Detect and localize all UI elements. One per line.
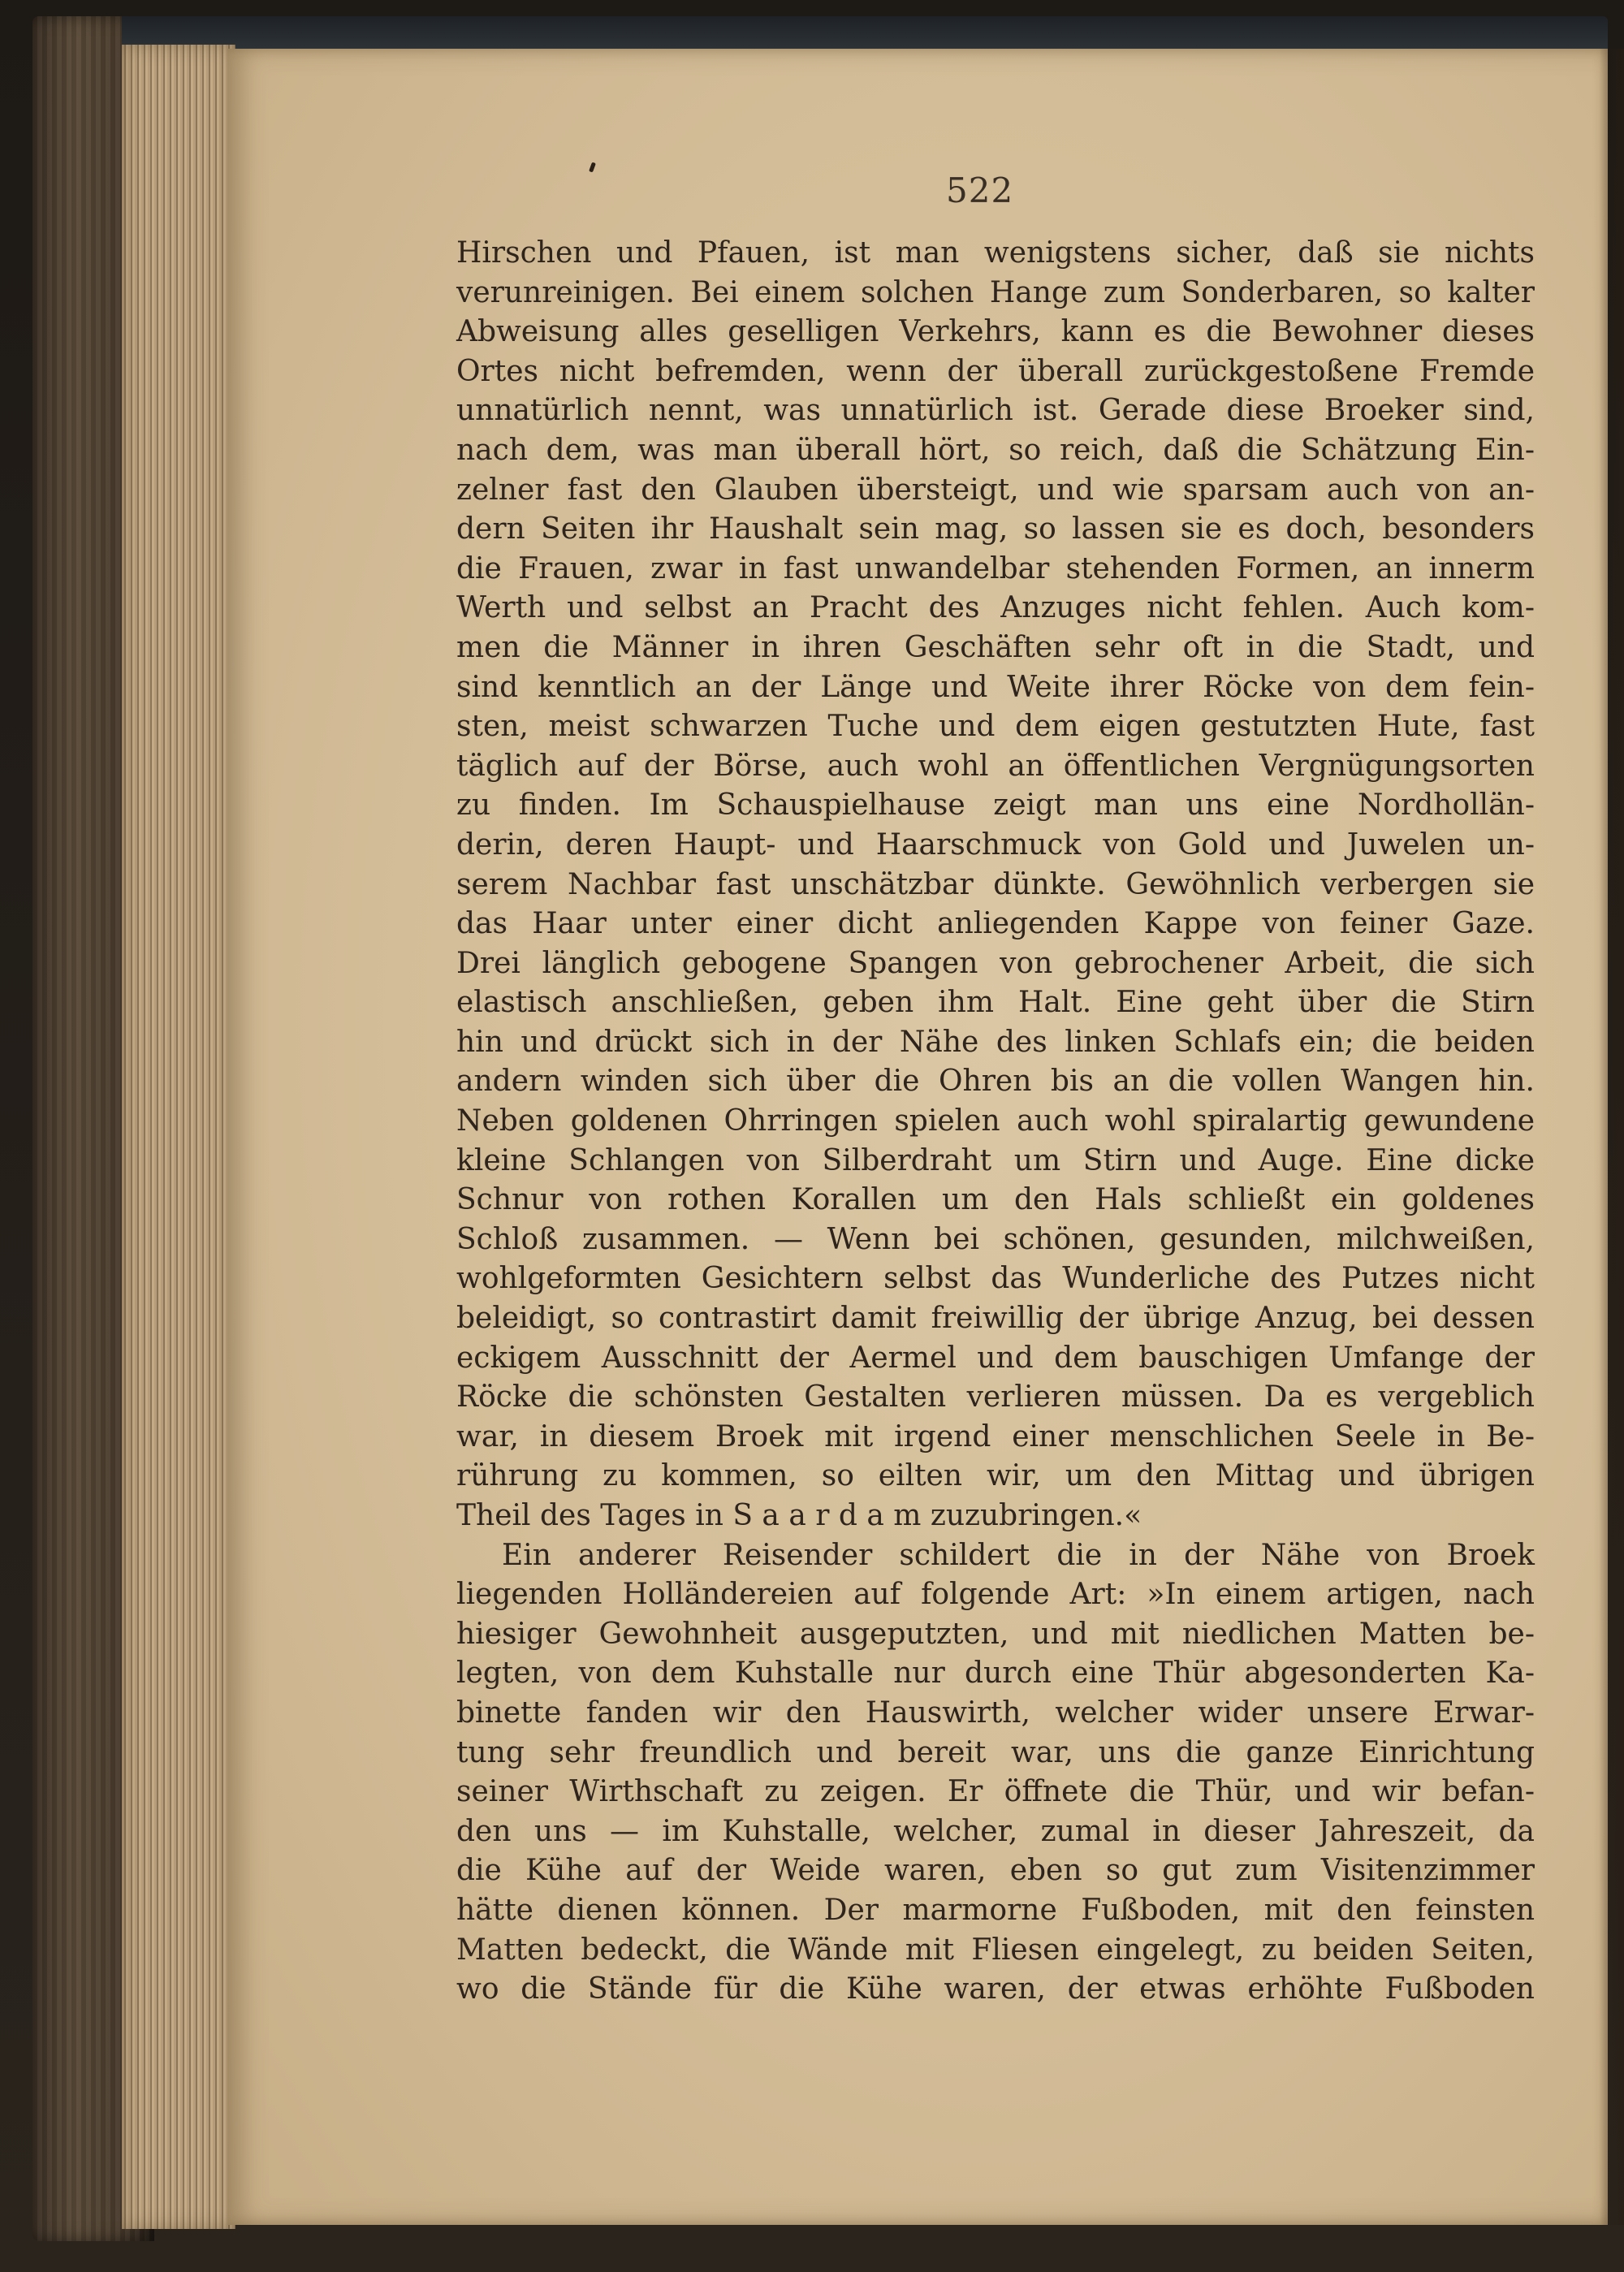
paragraph-start-line: Ein anderer Reisender schildert die in der Nähe von Broek xyxy=(502,1538,1535,1572)
text-line: legten, von dem Kuhstalle nur durch eine Thür abgesonderten Ka- xyxy=(456,1656,1535,1691)
text-line: verunreinigen. Bei einem solchen Hange zum Sonderbaren, so kalter xyxy=(456,275,1535,309)
page-edges xyxy=(122,45,235,2229)
text-line: Drei länglich gebogene Spangen von gebrochener Arbeit, die sich xyxy=(456,946,1535,980)
paragraph-end-line: Theil des Tages in S a a r d a m zuzubringen.« xyxy=(456,1499,1142,1532)
text-line: eckigem Ausschnitt der Aermel und dem bauschigen Umfange der xyxy=(456,1341,1535,1375)
text-line: Schloß zusammen. — Wenn bei schönen, gesunden, milchweißen, xyxy=(456,1222,1535,1256)
text-line: wo die Stände für die Kühe waren, der etwas erhöhte Fußboden xyxy=(456,1972,1535,2006)
text-line: liegenden Holländereien auf folgende Art: »In einem artigen, nach xyxy=(456,1578,1535,1612)
text-line: war, in diesem Broek mit irgend einer menschlichen Seele in Be- xyxy=(456,1419,1535,1453)
text-line: kleine Schlangen von Silberdraht um Stirn und Auge. Eine dicke xyxy=(456,1143,1535,1177)
text-line: sten, meist schwarzen Tuche und dem eigen gestutzten Hute, fast xyxy=(456,710,1535,744)
text-line: unnatürlich nennt, was unnatürlich ist. Gerade diese Broeker sind, xyxy=(456,394,1535,428)
text-line: rührung zu kommen, so eilten wir, um den Mittag und übrigen xyxy=(456,1459,1535,1493)
text-line: dern Seiten ihr Haushalt sein mag, so lassen sie es doch, besonders xyxy=(456,512,1535,546)
text-line: binette fanden wir den Hauswirth, welcher wider unsere Erwar- xyxy=(456,1695,1535,1730)
text-line: hätte dienen können. Der marmorne Fußboden, mit den feinsten xyxy=(456,1893,1535,1927)
body-text xyxy=(456,234,1535,2010)
text-line: zelner fast den Glauben übersteigt, und wie sparsam auch von an- xyxy=(456,473,1535,507)
text-line: men die Männer in ihren Geschäften sehr oft in die Stadt, und xyxy=(456,630,1535,664)
gutter-shadow xyxy=(1600,49,1624,2225)
text-line: die Kühe auf der Weide waren, eben so gut zum Visitenzimmer xyxy=(456,1854,1535,1888)
text-line: hin und drückt sich in der Nähe des linken Schlafs ein; die beiden xyxy=(456,1025,1535,1059)
text-line: das Haar unter einer dicht anliegenden Kappe von feiner Gaze. xyxy=(456,907,1535,941)
text-line: seiner Wirthschaft zu zeigen. Er öffnete die Thür, und wir befan- xyxy=(456,1775,1535,1809)
text-line: Ortes nicht befremden, wenn der überall zurückgestoßene Fremde xyxy=(456,354,1535,388)
text-line: Matten bedeckt, die Wände mit Fliesen eingelegt, zu beiden Seiten, xyxy=(456,1933,1535,1967)
text-line: tung sehr freundlich und bereit war, uns die ganze Einrichtung xyxy=(456,1735,1535,1769)
text-line: sind kenntlich an der Länge und Weite ihrer Röcke von dem fein- xyxy=(456,670,1535,704)
text-line: hiesiger Gewohnheit ausgeputzten, und mit niedlichen Matten be- xyxy=(456,1617,1535,1651)
text-line: zu finden. Im Schauspielhause zeigt man uns eine Nordhollän- xyxy=(456,788,1535,823)
book-cover-top xyxy=(122,16,1608,49)
text-line: nach dem, was man überall hört, so reich, daß die Schätzung Ein- xyxy=(456,433,1535,467)
text-line: Neben goldenen Ohrringen spielen auch wohl spiralartig gewundene xyxy=(456,1104,1535,1138)
text-line: elastisch anschließen, geben ihm Halt. Eine geht über die Stirn xyxy=(456,986,1535,1020)
page-number: 522 xyxy=(946,171,1014,210)
text-line: Schnur von rothen Korallen um den Hals schließt ein goldenes xyxy=(456,1183,1535,1217)
text-line: andern winden sich über die Ohren bis an die vollen Wangen hin. xyxy=(456,1065,1535,1099)
text-line: Hirschen und Pfauen, ist man wenigstens sicher, daß sie nichts xyxy=(456,236,1535,270)
text-line: Abweisung alles geselligen Verkehrs, kann es die Bewohner dieses xyxy=(456,315,1535,349)
text-line: täglich auf der Börse, auch wohl an öffentlichen Vergnügungsorten xyxy=(456,749,1535,783)
text-line: Werth und selbst an Pracht des Anzuges nicht fehlen. Auch kom- xyxy=(456,591,1535,625)
text-line: derin, deren Haupt- und Haarschmuck von Gold und Juwelen un- xyxy=(456,827,1535,862)
text-line: beleidigt, so contrastirt damit freiwillig der übrige Anzug, bei dessen xyxy=(456,1302,1535,1336)
text-line: Röcke die schönsten Gestalten verlieren müssen. Da es vergeblich xyxy=(456,1380,1535,1415)
text-line: die Frauen, zwar in fast unwandelbar stehenden Formen, an innerm xyxy=(456,551,1535,585)
text-line: wohlgeformten Gesichtern selbst das Wunderliche des Putzes nicht xyxy=(456,1262,1535,1296)
text-line: den uns — im Kuhstalle, welcher, zumal in dieser Jahreszeit, da xyxy=(456,1814,1535,1848)
text-line: serem Nachbar fast unschätzbar dünkte. Gewöhnlich verbergen sie xyxy=(456,867,1535,901)
